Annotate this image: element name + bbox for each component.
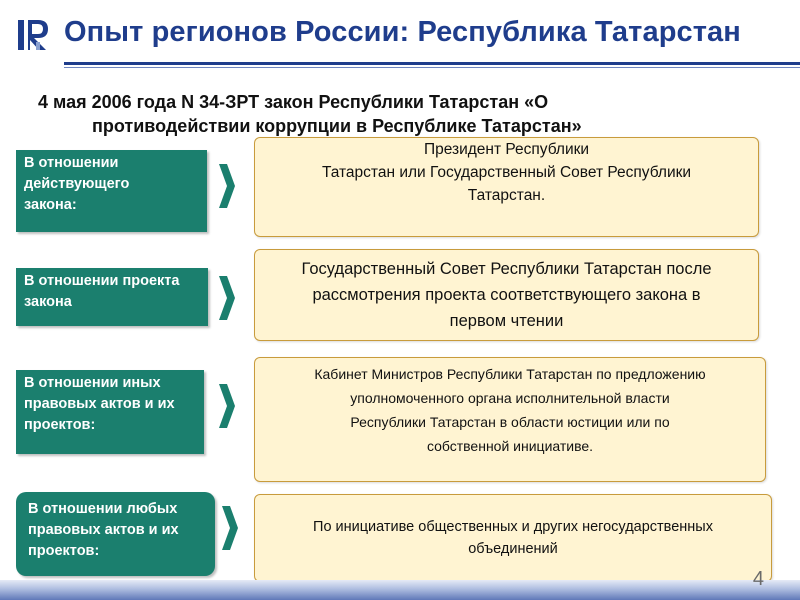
authority-box-any-acts bbox=[254, 494, 772, 582]
authority-text-line: Республики Татарстан в области юстиции или по bbox=[350, 414, 670, 430]
category-label-line: проектов: bbox=[28, 543, 100, 559]
authority-text-line: объединений bbox=[468, 541, 558, 557]
authority-box-draft-law bbox=[254, 249, 759, 341]
title-divider-thin bbox=[64, 67, 800, 68]
category-label-line: проектов: bbox=[24, 417, 96, 433]
page-number: 4 bbox=[752, 568, 764, 590]
title-divider bbox=[64, 62, 800, 65]
category-label-line: В отношении проекта bbox=[24, 273, 180, 289]
chevron-right-icon bbox=[219, 276, 235, 320]
category-label-line: закона: bbox=[24, 197, 77, 213]
authority-text-line: Кабинет Министров Республики Татарстан по предложению bbox=[314, 366, 706, 382]
authority-text-line: Государственный Совет Республики Татарстан после bbox=[301, 260, 712, 278]
category-box-any-acts bbox=[16, 492, 215, 576]
law-subtitle bbox=[38, 90, 778, 138]
category-label-line: действующего bbox=[24, 176, 130, 192]
authority-text-line: Президент Республики bbox=[423, 141, 590, 158]
subtitle-line-1: 4 мая 2006 года N 34-ЗРТ закон Республики Татарстан «О bbox=[38, 92, 549, 112]
authority-box-other-acts bbox=[254, 357, 766, 482]
page-title: Опыт регионов России: Республика Татарстан bbox=[64, 16, 741, 48]
authority-text-line: По инициативе общественных и других негосударственных bbox=[313, 519, 713, 535]
category-label-line: правовых актов и их bbox=[24, 396, 175, 412]
category-box-existing-law bbox=[16, 150, 207, 232]
subtitle-line-2: противодействии коррупции в Республике Татарстан» bbox=[92, 116, 582, 136]
authority-text-line: первом чтении bbox=[449, 312, 564, 330]
authority-text-line: рассмотрения проекта соответствующего закона в bbox=[312, 286, 701, 304]
footer-bar bbox=[0, 580, 800, 600]
logo-icon bbox=[16, 14, 54, 56]
chevron-right-icon bbox=[219, 164, 235, 208]
category-box-draft-law bbox=[16, 268, 208, 326]
category-label-line: В отношении любых bbox=[28, 501, 178, 517]
authority-box-existing-law bbox=[254, 137, 759, 237]
authority-text-line: Татарстан или Государственный Совет Республики bbox=[321, 164, 692, 181]
authority-text-line: уполномоченного органа исполнительной власти bbox=[350, 390, 670, 406]
chevron-right-icon bbox=[219, 384, 235, 428]
category-label-line: В отношении bbox=[24, 155, 119, 171]
category-box-other-acts bbox=[16, 370, 204, 454]
authority-text-line: собственной инициативе. bbox=[426, 438, 594, 454]
chevron-right-icon bbox=[222, 506, 238, 550]
authority-text-line: Татарстан. bbox=[467, 187, 546, 204]
category-label-line: закона bbox=[24, 294, 72, 310]
category-label-line: правовых актов и их bbox=[28, 522, 179, 538]
category-label-line: В отношении иных bbox=[24, 375, 161, 391]
